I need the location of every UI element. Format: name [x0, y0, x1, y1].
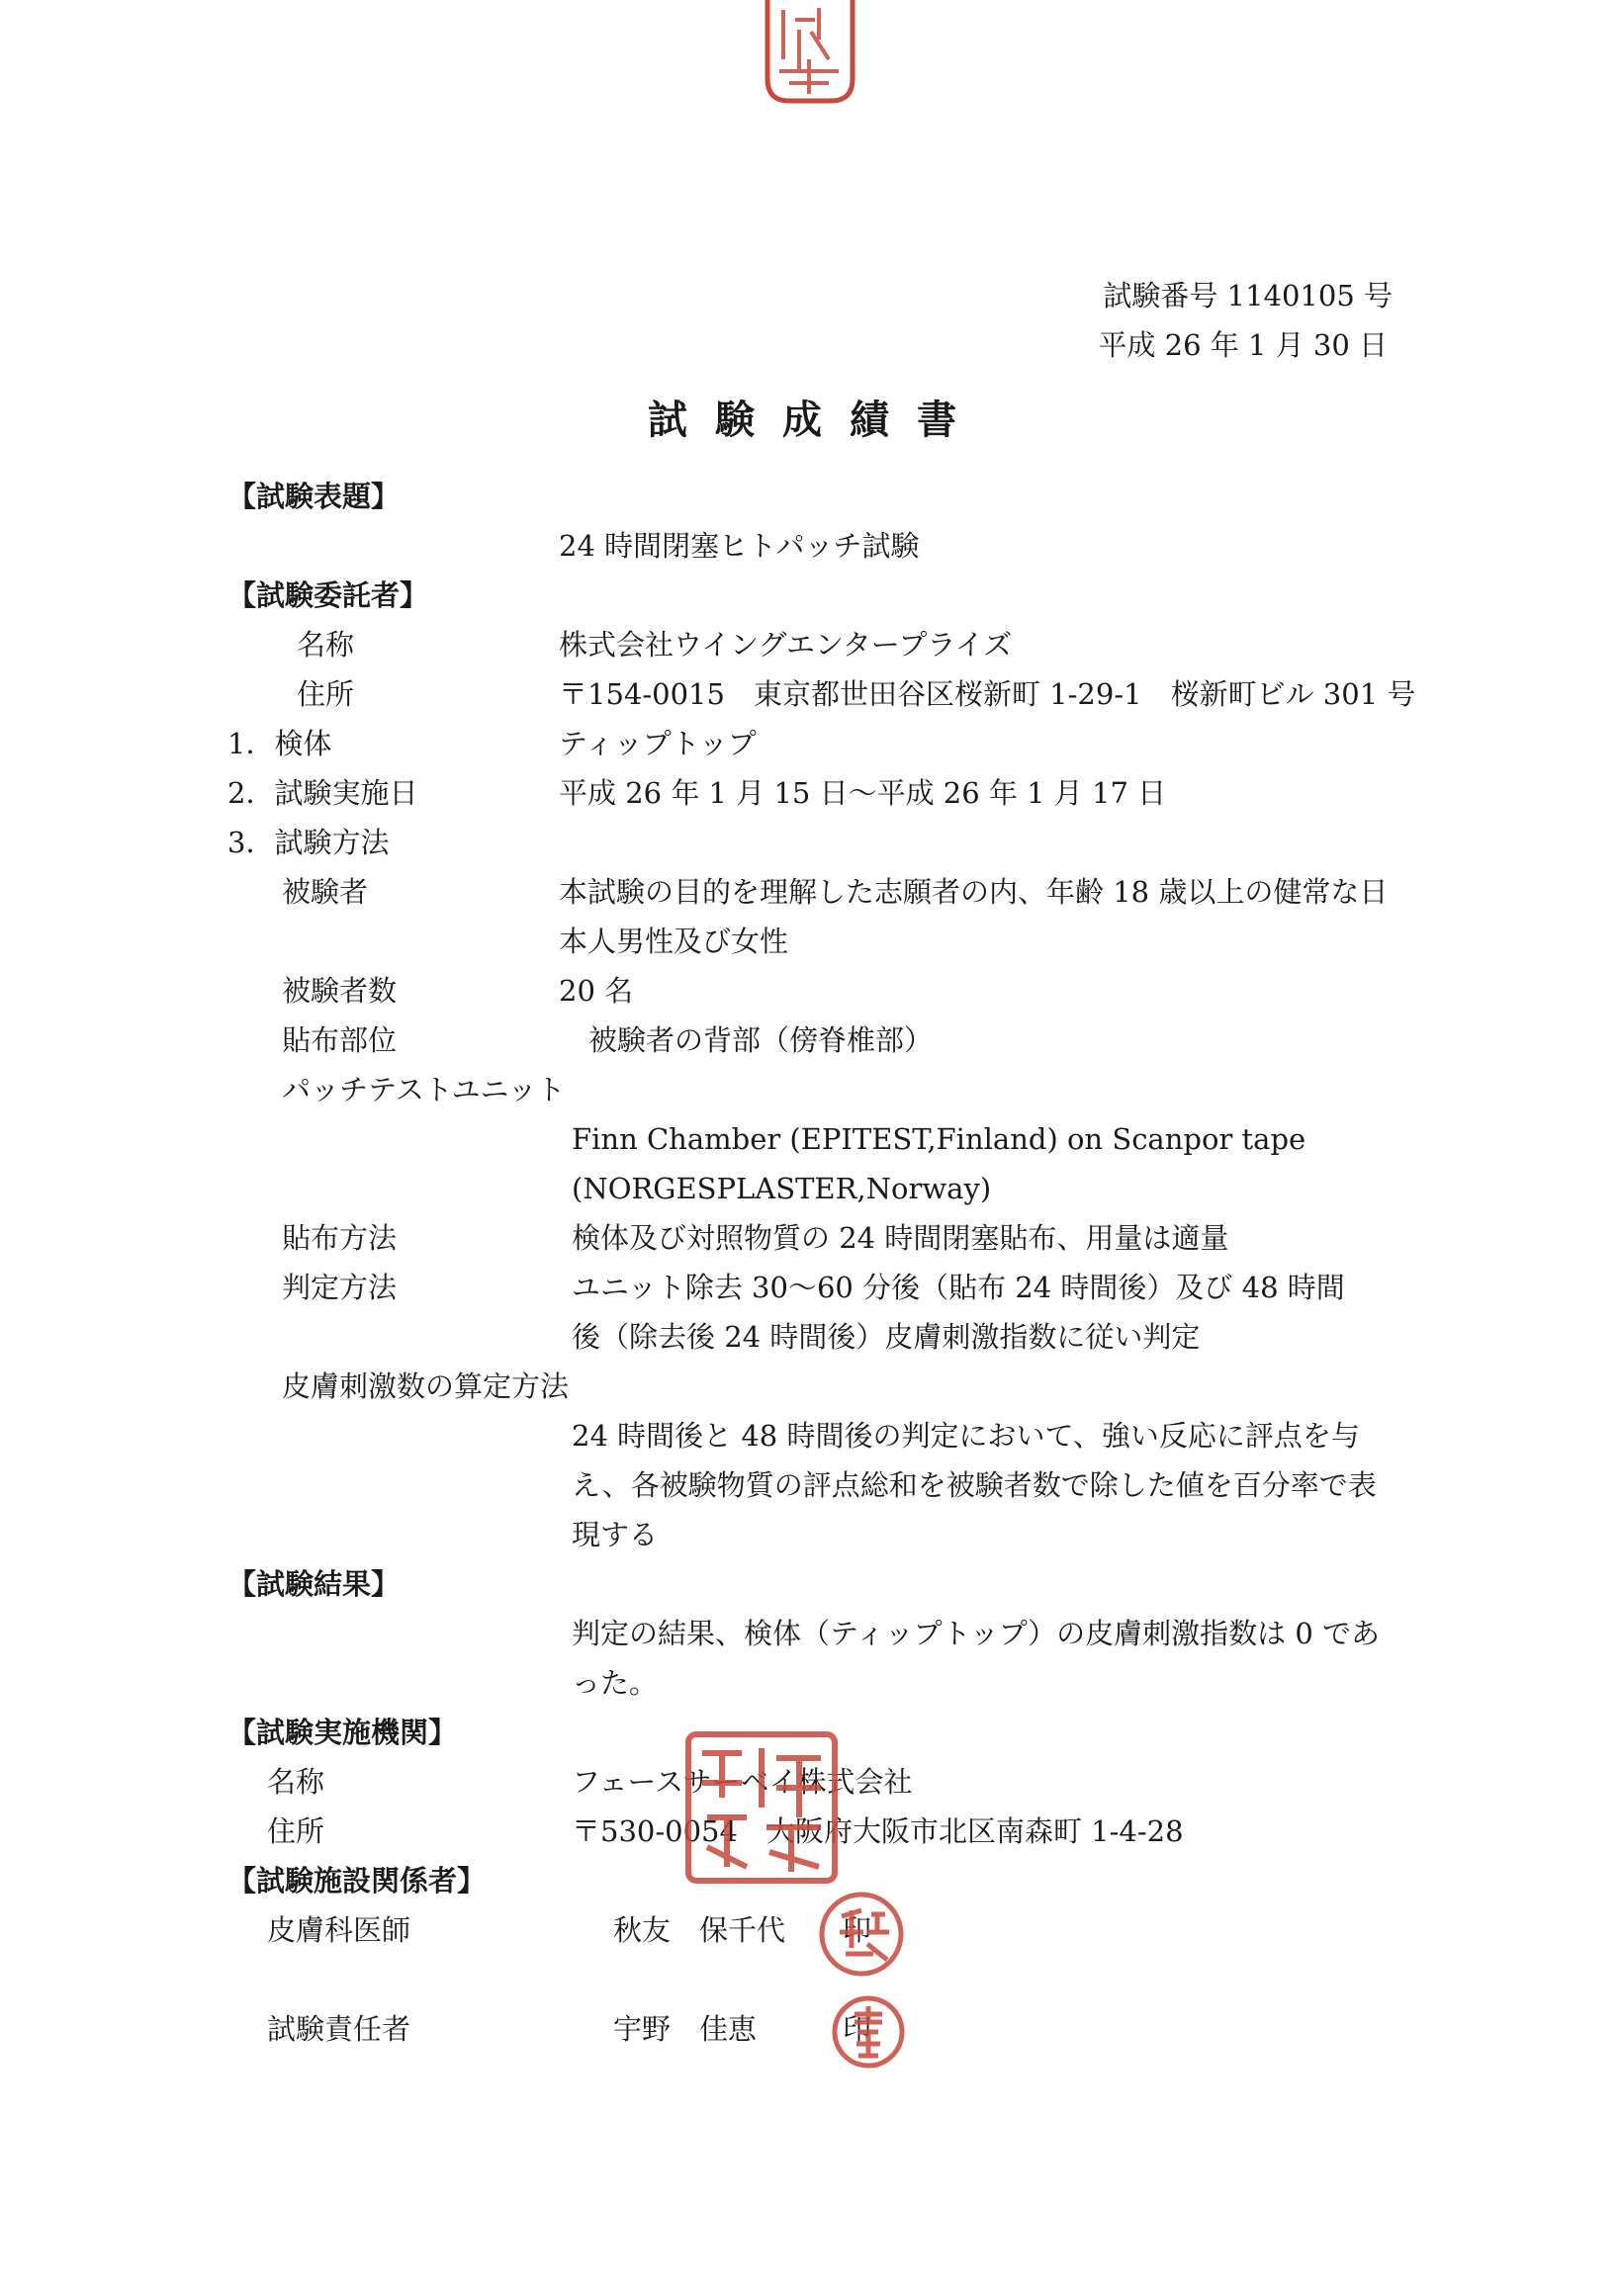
subject-count-label: 被験者数 — [282, 974, 398, 1008]
sample-value: ティップトップ — [559, 727, 757, 760]
institution-heading: 【試験実施機関】 — [227, 1716, 458, 1749]
client-name-label: 名称 — [297, 628, 355, 662]
company-square-seal — [682, 1728, 841, 1887]
application-site-label: 貼布部位 — [282, 1023, 398, 1057]
test-manager-name: 宇野 佳恵 — [613, 2012, 758, 2046]
dermatologist-seal-mark: 印 — [843, 1913, 872, 1947]
subjects-line-2: 本人男性及び女性 — [559, 925, 789, 958]
subject-count-value: 20 名 — [559, 974, 634, 1008]
dermatologist-label: 皮膚科医師 — [267, 1913, 411, 1947]
calculation-method-line-2: え、各被験物質の評点総和を被験者数で除した値を百分率で表 — [572, 1468, 1377, 1502]
period-label: 2．試験実施日 — [227, 776, 418, 810]
period-value: 平成 26 年 1 月 15 日～平成 26 年 1 月 17 日 — [559, 776, 1167, 810]
test-manager-round-seal — [829, 1992, 908, 2072]
top-company-seal — [760, 0, 858, 107]
institution-address-label: 住所 — [267, 1814, 325, 1848]
dermatologist-round-seal — [816, 1889, 907, 1980]
test-manager-label: 試験責任者 — [267, 2012, 411, 2046]
sample-label: 1．検体 — [227, 727, 332, 760]
patch-unit-line-1: Finn Chamber (EPITEST,Finland) on Scanpor tape — [572, 1122, 1306, 1156]
result-heading: 【試験結果】 — [227, 1567, 401, 1601]
calculation-method-label: 皮膚刺激数の算定方法 — [282, 1369, 570, 1403]
client-address-value: 〒154-0015 東京都世田谷区桜新町 1-29-1 桜新町ビル 301 号 — [559, 677, 1416, 711]
client-address-label: 住所 — [297, 677, 355, 711]
result-line-1: 判定の結果、検体（ティップトップ）の皮膚刺激指数は 0 であ — [572, 1617, 1380, 1650]
patch-unit-label: パッチテストユニット — [282, 1073, 566, 1106]
institution-address-value: 〒530-0054 大阪府大阪市北区南森町 1-4-28 — [572, 1814, 1184, 1848]
test-number: 試験番号 1140105 号 — [1103, 279, 1393, 312]
client-name-value: 株式会社ウイングエンタープライズ — [559, 628, 1013, 662]
test-title-heading: 【試験表題】 — [227, 480, 401, 513]
report-date: 平成 26 年 1 月 30 日 — [1098, 328, 1388, 362]
subjects-label: 被験者 — [282, 875, 369, 909]
page-title: 試験成績書 — [648, 397, 984, 443]
subjects-line-1: 本試験の目的を理解した志願者の内、年齢 18 歳以上の健常な日 — [559, 875, 1389, 909]
application-method-value: 検体及び対照物質の 24 時間閉塞貼布、用量は適量 — [572, 1221, 1229, 1255]
judgement-method-line-2: 後（除去後 24 時間後）皮膚刺激指数に従い判定 — [572, 1320, 1201, 1354]
result-line-2: った。 — [572, 1666, 659, 1700]
dermatologist-name: 秋友 保千代 — [613, 1913, 786, 1947]
calculation-method-line-3: 現する — [572, 1518, 659, 1551]
application-method-label: 貼布方法 — [282, 1221, 398, 1255]
institution-name-label: 名称 — [267, 1765, 325, 1799]
judgement-method-line-1: ユニット除去 30～60 分後（貼布 24 時間後）及び 48 時間 — [572, 1271, 1345, 1304]
test-manager-seal-mark: 印 — [843, 2012, 872, 2046]
calculation-method-line-1: 24 時間後と 48 時間後の判定において、強い反応に評点を与 — [572, 1419, 1360, 1453]
test-title-value: 24 時間閉塞ヒトパッチ試験 — [559, 529, 920, 563]
judgement-method-label: 判定方法 — [282, 1271, 398, 1304]
staff-heading: 【試験施設関係者】 — [227, 1864, 487, 1898]
client-heading: 【試験委託者】 — [227, 578, 429, 612]
patch-unit-line-2: (NORGESPLASTER,Norway) — [572, 1172, 992, 1205]
method-label: 3．試験方法 — [227, 826, 390, 859]
application-site-value: 被験者の背部（傍脊椎部） — [588, 1023, 934, 1057]
institution-name-value: フェースサーベイ株式会社 — [572, 1765, 913, 1799]
